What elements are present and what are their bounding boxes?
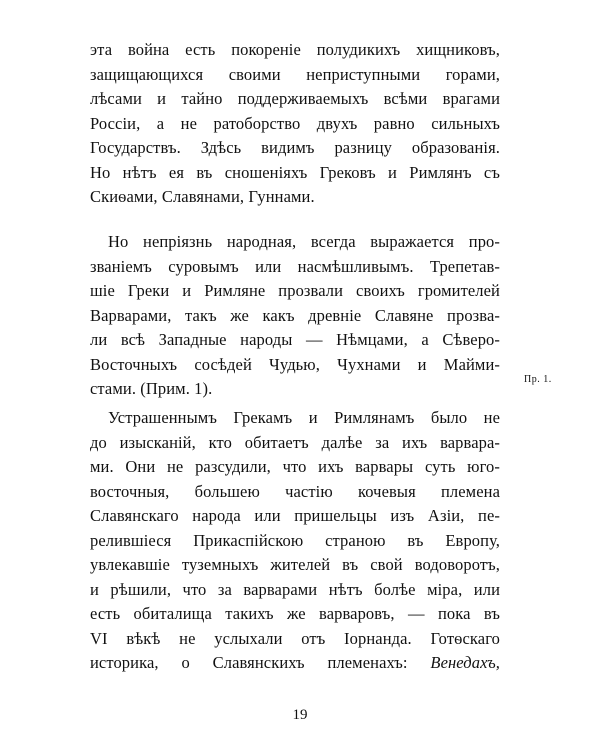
text-line: защищающихся своими неприступными горами,: [90, 64, 500, 84]
text-line: Но непріязнь народная, всегда выражается про-: [108, 232, 500, 251]
text-line: Россіи, а не ратоборство двухъ равно сильныхъ: [90, 113, 500, 133]
text-line: Но нѣтъ ея въ сношеніяхъ Грековъ и Римлянъ съ: [90, 162, 500, 182]
text-line: Варварами, такъ же какъ древніе Славяне прозва-: [90, 305, 500, 325]
italic-word: Венедахъ,: [430, 653, 500, 672]
paragraph-2: [90, 230, 500, 402]
text-line: Славянскаго народа или пришельцы изъ Азіи, пе-: [90, 506, 500, 525]
text-line: лѣсами и тайно поддерживаемыхъ всѣми врагами: [90, 89, 500, 108]
text-line: Восточныхъ сосѣдей Чудью, Чухнами и Майми-: [90, 354, 500, 374]
text-line: релившіеся Прикаспійскою страною въ Европу,: [90, 530, 500, 550]
paragraph-1: [90, 38, 500, 210]
page-number: 19: [292, 707, 308, 723]
text-line: званіемъ суровымъ или насмѣшливымъ. Трепетав-: [90, 256, 500, 276]
final-line-text: историка, о Славянскихъ племенахъ:: [90, 653, 408, 672]
text-line-final: [90, 651, 500, 676]
text-line: есть обиталища такихъ же варваровъ, — пока въ: [90, 604, 500, 623]
text-line: VI вѣкѣ не услыхали отъ Іорнанда. Готѳскаго: [90, 628, 500, 648]
text-line: увлекавшіе туземныхъ жителей въ свой водоворотъ,: [90, 555, 500, 574]
text-line: шіе Греки и Римляне прозвали своихъ громителей: [90, 281, 500, 300]
margin-note: Пр. 1.: [524, 374, 552, 385]
text-line: ли всѣ Западные народы — Нѣмцами, а Сѣверо-: [90, 330, 500, 349]
text-line: ми. Они не разсудили, что ихъ варвары суть юго-: [90, 457, 500, 476]
text-line: и рѣшили, что за варварами нѣтъ болѣе міра, или: [90, 579, 500, 599]
text-line: Скиѳами, Славянами, Гуннами.: [90, 187, 315, 206]
text-line: эта война есть покореніе полудикихъ хищниковъ,: [90, 40, 500, 59]
text-line: стами. (Прим. 1).: [90, 379, 213, 398]
paragraph-3: [90, 406, 500, 676]
text-line: Государствъ. Здѣсь видимъ разницу образованія.: [90, 138, 500, 157]
text-line: Устрашеннымъ Грекамъ и Римлянамъ было не: [108, 408, 500, 427]
text-line: восточныя, большею частію кочевыя племена: [90, 481, 500, 501]
text-line: до изысканій, кто обитаетъ далѣе за ихъ варвара-: [90, 432, 500, 452]
